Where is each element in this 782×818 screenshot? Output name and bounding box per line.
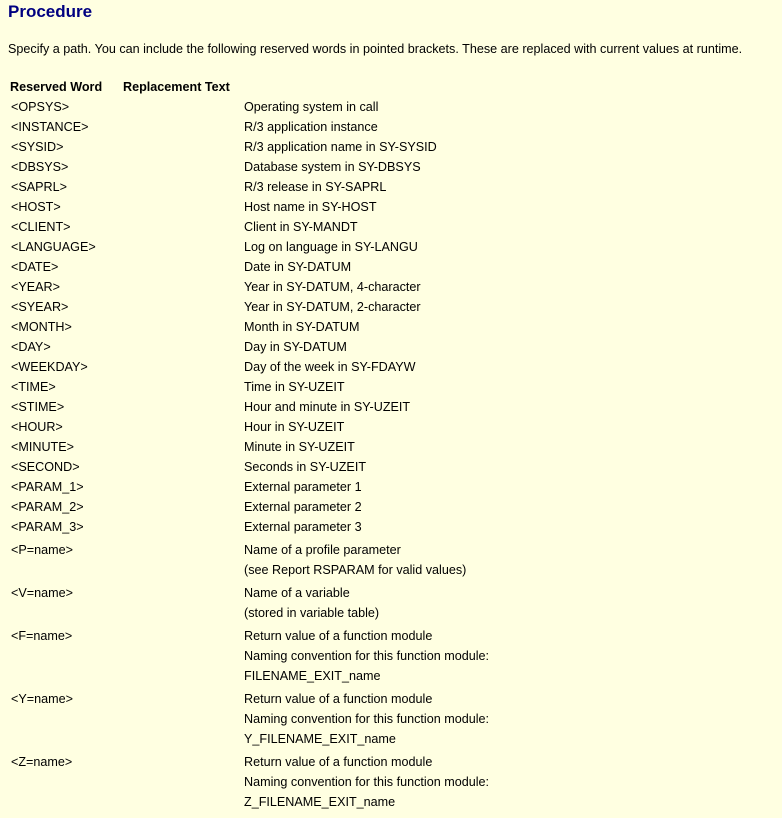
- replacement-text: Date in SY-DATUM: [244, 260, 352, 274]
- replacement-text: Client in SY-MANDT: [244, 220, 358, 234]
- reserved-word: <OPSYS>: [11, 100, 70, 114]
- table-row: [8, 280, 778, 300]
- replacement-text: Hour and minute in SY-UZEIT: [244, 400, 411, 414]
- replacement-text: Day of the week in SY-FDAYW: [244, 360, 416, 374]
- replacement-text: Naming convention for this function module:: [244, 775, 490, 789]
- table-row: [8, 220, 778, 240]
- reserved-word: <SYEAR>: [11, 300, 69, 314]
- table-row: [8, 200, 778, 220]
- table-row: [8, 586, 778, 629]
- replacement-text: Return value of a function module: [244, 755, 433, 769]
- reserved-words-table: [8, 100, 778, 818]
- replacement-text: Return value of a function module: [244, 692, 433, 706]
- replacement-text: Database system in SY-DBSYS: [244, 160, 421, 174]
- table-row: [8, 160, 778, 180]
- table-row: [8, 755, 778, 818]
- table-row: [8, 240, 778, 260]
- replacement-text: (stored in variable table): [244, 606, 380, 620]
- table-row: [8, 360, 778, 380]
- replacement-text: External parameter 3: [244, 520, 362, 534]
- reserved-word: <DATE>: [11, 260, 59, 274]
- replacement-text: Z_FILENAME_EXIT_name: [244, 795, 396, 809]
- replacement-text: Naming convention for this function module:: [244, 712, 490, 726]
- intro-paragraph: Specify a path. You can include the following reserved words in pointed brackets. These are replaced with current values at runtime.: [8, 42, 743, 56]
- reserved-word: <HOUR>: [11, 420, 63, 434]
- replacement-text: FILENAME_EXIT_name: [244, 669, 381, 683]
- replacement-text: Day in SY-DATUM: [244, 340, 347, 354]
- replacement-text: External parameter 2: [244, 500, 362, 514]
- table-row: [8, 480, 778, 500]
- table-row: [8, 320, 778, 340]
- reserved-word: <PARAM_3>: [11, 520, 84, 534]
- table-row: [8, 500, 778, 520]
- replacement-text: R/3 release in SY-SAPRL: [244, 180, 387, 194]
- table-row: [8, 120, 778, 140]
- table-row: [8, 420, 778, 440]
- column-header-reserved-word: Reserved Word: [10, 80, 103, 94]
- table-row: [8, 260, 778, 280]
- table-row: [8, 380, 778, 400]
- reserved-word: <F=name>: [11, 629, 73, 643]
- reserved-word: <SAPRL>: [11, 180, 68, 194]
- reserved-word: <SYSID>: [11, 140, 64, 154]
- table-row: [8, 180, 778, 200]
- replacement-text: Y_FILENAME_EXIT_name: [244, 732, 396, 746]
- replacement-text: Host name in SY-HOST: [244, 200, 377, 214]
- reserved-word: <Z=name>: [11, 755, 73, 769]
- reserved-word: <DAY>: [11, 340, 51, 354]
- table-row: [8, 692, 778, 755]
- table-row: [8, 400, 778, 420]
- reserved-word: <TIME>: [11, 380, 56, 394]
- reserved-word: <PARAM_2>: [11, 500, 84, 514]
- replacement-text: (see Report RSPARAM for valid values): [244, 563, 467, 577]
- replacement-text: Return value of a function module: [244, 629, 433, 643]
- table-row: [8, 300, 778, 320]
- page-title: Procedure: [8, 2, 93, 21]
- reserved-word: <STIME>: [11, 400, 65, 414]
- replacement-text: Minute in SY-UZEIT: [244, 440, 355, 454]
- reserved-word: <DBSYS>: [11, 160, 69, 174]
- table-row: [8, 440, 778, 460]
- reserved-word: <WEEKDAY>: [11, 360, 88, 374]
- replacement-text: Name of a variable: [244, 586, 350, 600]
- reserved-word: <INSTANCE>: [11, 120, 89, 134]
- reserved-word: <YEAR>: [11, 280, 61, 294]
- reserved-word: <MINUTE>: [11, 440, 74, 454]
- table-row: [8, 460, 778, 480]
- table-row: [8, 140, 778, 160]
- replacement-text: Operating system in call: [244, 100, 379, 114]
- replacement-text: R/3 application instance: [244, 120, 378, 134]
- replacement-text: Name of a profile parameter: [244, 543, 401, 557]
- replacement-text: Log on language in SY-LANGU: [244, 240, 418, 254]
- table-row: [8, 100, 778, 120]
- replacement-text: Time in SY-UZEIT: [244, 380, 345, 394]
- table-row: [8, 520, 778, 540]
- replacement-text: Year in SY-DATUM, 4-character: [244, 280, 421, 294]
- replacement-text: Year in SY-DATUM, 2-character: [244, 300, 421, 314]
- reserved-word: <Y=name>: [11, 692, 73, 706]
- replacement-text: Hour in SY-UZEIT: [244, 420, 345, 434]
- reserved-word: <V=name>: [11, 586, 73, 600]
- reserved-word: <CLIENT>: [11, 220, 71, 234]
- reserved-word: <SECOND>: [11, 460, 80, 474]
- reserved-word: <PARAM_1>: [11, 480, 84, 494]
- replacement-text: Month in SY-DATUM: [244, 320, 360, 334]
- replacement-text: External parameter 1: [244, 480, 362, 494]
- table-row: [8, 340, 778, 360]
- replacement-text: R/3 application name in SY-SYSID: [244, 140, 437, 154]
- replacement-text: Seconds in SY-UZEIT: [244, 460, 367, 474]
- table-row: [8, 629, 778, 692]
- reserved-word: <LANGUAGE>: [11, 240, 96, 254]
- column-header-replacement-text: Replacement Text: [123, 80, 230, 94]
- reserved-word: <MONTH>: [11, 320, 72, 334]
- replacement-text: Naming convention for this function module:: [244, 649, 490, 663]
- table-row: [8, 543, 778, 586]
- reserved-word: <P=name>: [11, 543, 73, 557]
- reserved-word: <HOST>: [11, 200, 61, 214]
